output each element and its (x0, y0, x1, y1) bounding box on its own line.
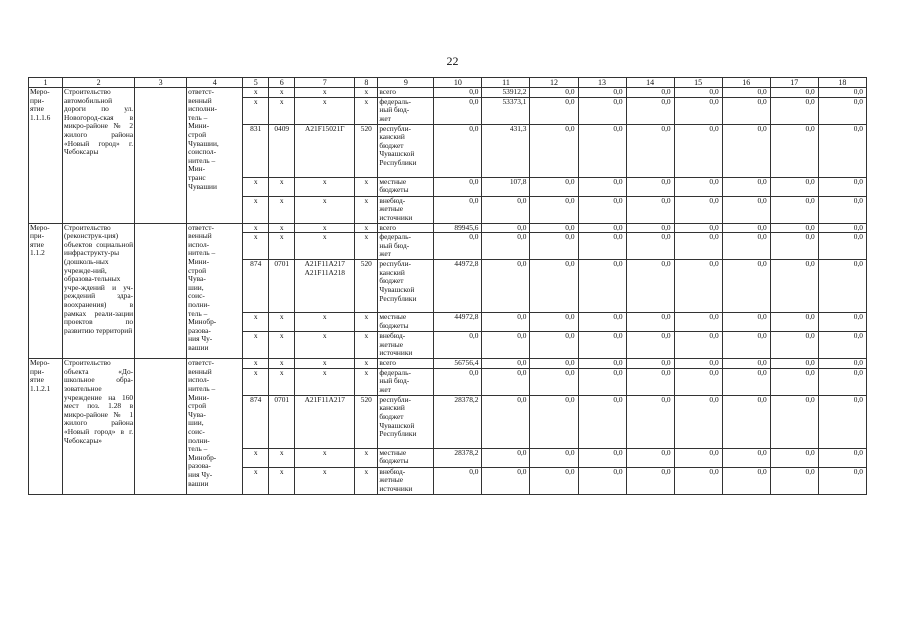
grbs-code: x (243, 467, 269, 494)
amount-cell: 0,0 (482, 196, 530, 223)
amount-cell: 0,0 (722, 395, 770, 448)
amount-cell: 0,0 (530, 467, 578, 494)
funding-source: федераль- ный бюд- жет (378, 368, 434, 395)
column-header: 16 (722, 78, 770, 88)
amount-cell: 0,0 (530, 97, 578, 124)
section-code: x (269, 368, 295, 395)
section-code: x (269, 88, 295, 98)
section-code: x (269, 332, 295, 359)
column-header: 7 (295, 78, 355, 88)
amount-cell: 0,0 (674, 359, 722, 369)
amount-cell: 0,0 (674, 196, 722, 223)
column-header: 18 (818, 78, 866, 88)
amount-cell: 0,0 (770, 332, 818, 359)
column-header: 12 (530, 78, 578, 88)
amount-cell: 0,0 (674, 97, 722, 124)
grbs-code: x (243, 313, 269, 332)
funding-source: внебюд- жетные источники (378, 467, 434, 494)
amount-cell: 0,0 (626, 395, 674, 448)
amount-cell: 0,0 (578, 359, 626, 369)
amount-cell: 0,0 (434, 124, 482, 177)
expense-type-code: x (355, 368, 378, 395)
amount-cell: 0,0 (530, 233, 578, 260)
expense-type-code: 520 (355, 260, 378, 313)
amount-cell: 0,0 (770, 260, 818, 313)
funding-source: местные бюджеты (378, 177, 434, 196)
amount-cell: 53912,2 (482, 88, 530, 98)
amount-cell: 28378,2 (434, 395, 482, 448)
amount-cell: 0,0 (434, 177, 482, 196)
amount-cell: 0,0 (578, 313, 626, 332)
target-article-code: x (295, 196, 355, 223)
amount-cell: 0,0 (722, 332, 770, 359)
column-header: 3 (135, 78, 187, 88)
amount-cell: 0,0 (818, 88, 866, 98)
target-article-code: x (295, 332, 355, 359)
amount-cell: 0,0 (626, 88, 674, 98)
section-code: x (269, 313, 295, 332)
funding-source: федераль- ный бюд- жет (378, 233, 434, 260)
amount-cell: 0,0 (626, 223, 674, 233)
amount-cell: 0,0 (818, 395, 866, 448)
grbs-code: x (243, 448, 269, 467)
amount-cell: 0,0 (770, 448, 818, 467)
column-header: 15 (674, 78, 722, 88)
amount-cell: 0,0 (578, 233, 626, 260)
amount-cell: 0,0 (482, 332, 530, 359)
target-article-code: x (295, 223, 355, 233)
amount-cell: 431,3 (482, 124, 530, 177)
expense-type-code: x (355, 233, 378, 260)
funding-source: местные бюджеты (378, 313, 434, 332)
amount-cell: 0,0 (578, 448, 626, 467)
target-article-code: A21F11A217 (295, 395, 355, 448)
measure-code: Меро- при- ятие 1.1.2 (29, 223, 63, 359)
amount-cell: 0,0 (482, 448, 530, 467)
amount-cell: 0,0 (530, 223, 578, 233)
amount-cell: 0,0 (770, 233, 818, 260)
amount-cell: 0,0 (770, 177, 818, 196)
grbs-code: x (243, 97, 269, 124)
responsible-executor: ответст- венный испол- нитель – Мини- строй Чува- шии, соис- полни- тель – Минобр- разова- ния Чу- вашии (187, 223, 243, 359)
amount-cell: 0,0 (578, 467, 626, 494)
amount-cell: 0,0 (626, 332, 674, 359)
amount-cell: 0,0 (578, 196, 626, 223)
amount-cell: 0,0 (722, 368, 770, 395)
amount-cell: 0,0 (482, 223, 530, 233)
amount-cell: 0,0 (578, 223, 626, 233)
amount-cell: 0,0 (578, 332, 626, 359)
funding-source: всего (378, 88, 434, 98)
funding-source: федераль- ный бюд- жет (378, 97, 434, 124)
amount-cell: 0,0 (674, 233, 722, 260)
amount-cell: 0,0 (578, 368, 626, 395)
amount-cell: 0,0 (530, 395, 578, 448)
table-row (29, 223, 867, 233)
target-article-code: x (295, 177, 355, 196)
column-header: 17 (770, 78, 818, 88)
grbs-code: x (243, 196, 269, 223)
amount-cell: 0,0 (578, 88, 626, 98)
funding-source: всего (378, 359, 434, 369)
amount-cell: 0,0 (434, 196, 482, 223)
expense-type-code: x (355, 467, 378, 494)
amount-cell: 0,0 (770, 467, 818, 494)
column-header: 9 (378, 78, 434, 88)
amount-cell: 0,0 (530, 124, 578, 177)
funding-source: внебюд- жетные источники (378, 332, 434, 359)
amount-cell: 0,0 (434, 88, 482, 98)
amount-cell: 44972,8 (434, 260, 482, 313)
empty-cell (135, 223, 187, 359)
section-code: x (269, 223, 295, 233)
section-code: x (269, 467, 295, 494)
measure-title: Строительство автомобильной дороги по ул. Новогород-ская в микро-районе № 2 жилого района «Новый город» г. Чебоксары (63, 88, 135, 224)
amount-cell: 0,0 (482, 467, 530, 494)
amount-cell: 0,0 (722, 313, 770, 332)
amount-cell: 0,0 (770, 97, 818, 124)
amount-cell: 0,0 (482, 313, 530, 332)
amount-cell: 44972,8 (434, 313, 482, 332)
amount-cell: 0,0 (626, 196, 674, 223)
page-number: 22 (446, 54, 459, 68)
section-code: 0701 (269, 260, 295, 313)
expense-type-code: x (355, 223, 378, 233)
amount-cell: 107,8 (482, 177, 530, 196)
amount-cell: 0,0 (770, 313, 818, 332)
amount-cell: 0,0 (722, 467, 770, 494)
section-code: 0409 (269, 124, 295, 177)
responsible-executor: ответст- венный исполни- тель – Мини- строй Чувашии, соиспол- нитель – Мин- транс Чувашии (187, 88, 243, 224)
section-code: 0701 (269, 395, 295, 448)
column-header: 8 (355, 78, 378, 88)
amount-cell: 0,0 (770, 88, 818, 98)
funding-source: республи- канский бюджет Чувашской Республики (378, 395, 434, 448)
amount-cell: 0,0 (818, 368, 866, 395)
amount-cell: 0,0 (818, 223, 866, 233)
amount-cell: 0,0 (674, 313, 722, 332)
column-header: 10 (434, 78, 482, 88)
amount-cell: 0,0 (530, 332, 578, 359)
amount-cell: 56756,4 (434, 359, 482, 369)
grbs-code: 874 (243, 260, 269, 313)
target-article-code: x (295, 313, 355, 332)
amount-cell: 28378,2 (434, 448, 482, 467)
amount-cell: 0,0 (578, 97, 626, 124)
amount-cell: 0,0 (722, 448, 770, 467)
amount-cell: 0,0 (530, 368, 578, 395)
amount-cell: 0,0 (818, 467, 866, 494)
amount-cell: 0,0 (482, 368, 530, 395)
amount-cell: 0,0 (722, 97, 770, 124)
amount-cell: 0,0 (482, 359, 530, 369)
amount-cell: 0,0 (674, 260, 722, 313)
expense-type-code: x (355, 448, 378, 467)
amount-cell: 0,0 (530, 359, 578, 369)
amount-cell: 0,0 (722, 177, 770, 196)
amount-cell: 0,0 (434, 233, 482, 260)
grbs-code: 874 (243, 395, 269, 448)
empty-cell (135, 88, 187, 224)
grbs-code: 831 (243, 124, 269, 177)
measure-code: Меро- при- ятие 1.1.1.6 (29, 88, 63, 224)
amount-cell: 0,0 (482, 395, 530, 448)
amount-cell: 0,0 (722, 88, 770, 98)
expense-type-code: x (355, 332, 378, 359)
amount-cell: 0,0 (818, 359, 866, 369)
amount-cell: 0,0 (626, 97, 674, 124)
amount-cell: 0,0 (674, 177, 722, 196)
expense-type-code: x (355, 196, 378, 223)
expense-type-code: x (355, 313, 378, 332)
amount-cell: 0,0 (626, 124, 674, 177)
grbs-code: x (243, 233, 269, 260)
target-article-code: x (295, 448, 355, 467)
responsible-executor: ответст- венный испол- нитель – Мини- строй Чува- шии, соис- полни- тель – Минобр- разова- ния Чу- вашии (187, 359, 243, 495)
amount-cell: 0,0 (770, 359, 818, 369)
grbs-code: x (243, 332, 269, 359)
amount-cell: 0,0 (674, 124, 722, 177)
amount-cell: 0,0 (578, 124, 626, 177)
target-article-code: A21F11A217 A21F11A218 (295, 260, 355, 313)
target-article-code: x (295, 359, 355, 369)
target-article-code: x (295, 233, 355, 260)
funding-source: всего (378, 223, 434, 233)
amount-cell: 0,0 (674, 368, 722, 395)
target-article-code: x (295, 467, 355, 494)
expense-type-code: x (355, 359, 378, 369)
table-row (29, 359, 867, 369)
grbs-code: x (243, 177, 269, 196)
amount-cell: 53373,1 (482, 97, 530, 124)
funding-source: республи- канский бюджет Чувашской Республики (378, 260, 434, 313)
grbs-code: x (243, 368, 269, 395)
amount-cell: 0,0 (626, 177, 674, 196)
amount-cell: 0,0 (818, 448, 866, 467)
table-row (29, 88, 867, 98)
target-article-code: A21F15021Г (295, 124, 355, 177)
amount-cell: 0,0 (482, 233, 530, 260)
amount-cell: 0,0 (818, 97, 866, 124)
measure-code: Меро- при- ятие 1.1.2.1 (29, 359, 63, 495)
grbs-code: x (243, 88, 269, 98)
amount-cell: 0,0 (578, 395, 626, 448)
column-header: 14 (626, 78, 674, 88)
amount-cell: 0,0 (818, 313, 866, 332)
funding-source: внебюд- жетные источники (378, 196, 434, 223)
amount-cell: 89945,6 (434, 223, 482, 233)
amount-cell: 0,0 (770, 196, 818, 223)
amount-cell: 0,0 (434, 368, 482, 395)
amount-cell: 0,0 (770, 124, 818, 177)
section-code: x (269, 233, 295, 260)
section-code: x (269, 177, 295, 196)
empty-cell (135, 359, 187, 495)
amount-cell: 0,0 (722, 260, 770, 313)
amount-cell: 0,0 (578, 260, 626, 313)
amount-cell: 0,0 (530, 260, 578, 313)
amount-cell: 0,0 (818, 177, 866, 196)
grbs-code: x (243, 223, 269, 233)
column-header: 1 (29, 78, 63, 88)
amount-cell: 0,0 (530, 313, 578, 332)
amount-cell: 0,0 (722, 196, 770, 223)
amount-cell: 0,0 (578, 177, 626, 196)
expense-type-code: x (355, 177, 378, 196)
amount-cell: 0,0 (722, 124, 770, 177)
amount-cell: 0,0 (722, 359, 770, 369)
amount-cell: 0,0 (626, 233, 674, 260)
target-article-code: x (295, 88, 355, 98)
section-code: x (269, 359, 295, 369)
expense-type-code: x (355, 97, 378, 124)
amount-cell: 0,0 (722, 233, 770, 260)
amount-cell: 0,0 (434, 467, 482, 494)
column-header: 13 (578, 78, 626, 88)
amount-cell: 0,0 (770, 368, 818, 395)
amount-cell: 0,0 (674, 467, 722, 494)
amount-cell: 0,0 (530, 88, 578, 98)
section-code: x (269, 196, 295, 223)
column-header: 5 (243, 78, 269, 88)
amount-cell: 0,0 (770, 223, 818, 233)
header-row (29, 78, 867, 88)
amount-cell: 0,0 (674, 223, 722, 233)
measure-title: Строительство объекта «До-школьное обра-зовательное учреждение на 160 мест поз. 1.28 в микро-районе № 1 жилого района «Новый город» в г. Чебоксары» (63, 359, 135, 495)
amount-cell: 0,0 (674, 88, 722, 98)
amount-cell: 0,0 (626, 368, 674, 395)
section-code: x (269, 97, 295, 124)
amount-cell: 0,0 (674, 395, 722, 448)
amount-cell: 0,0 (530, 196, 578, 223)
column-header: 4 (187, 78, 243, 88)
measure-title: Строительство (реконструк-ция) объектов социальной инфраструкту-ры (дошколь-ных учрежде-ний, образова-тельных учре-ждений и уч-реждений здра-воохранения) в рамках реали-зации проектов по развитию территорий (63, 223, 135, 359)
column-header: 2 (63, 78, 135, 88)
amount-cell: 0,0 (530, 448, 578, 467)
amount-cell: 0,0 (626, 313, 674, 332)
amount-cell: 0,0 (434, 97, 482, 124)
amount-cell: 0,0 (818, 196, 866, 223)
expense-type-code: x (355, 88, 378, 98)
amount-cell: 0,0 (434, 332, 482, 359)
target-article-code: x (295, 368, 355, 395)
budget-table (28, 77, 867, 495)
amount-cell: 0,0 (818, 233, 866, 260)
amount-cell: 0,0 (674, 448, 722, 467)
target-article-code: x (295, 97, 355, 124)
amount-cell: 0,0 (818, 124, 866, 177)
amount-cell: 0,0 (818, 332, 866, 359)
grbs-code: x (243, 359, 269, 369)
expense-type-code: 520 (355, 395, 378, 448)
section-code: x (269, 448, 295, 467)
expense-type-code: 520 (355, 124, 378, 177)
amount-cell: 0,0 (626, 467, 674, 494)
funding-source: республи- канский бюджет Чувашской Республики (378, 124, 434, 177)
amount-cell: 0,0 (626, 448, 674, 467)
funding-source: местные бюджеты (378, 448, 434, 467)
amount-cell: 0,0 (626, 260, 674, 313)
amount-cell: 0,0 (482, 260, 530, 313)
amount-cell: 0,0 (770, 395, 818, 448)
amount-cell: 0,0 (530, 177, 578, 196)
column-header: 6 (269, 78, 295, 88)
amount-cell: 0,0 (674, 332, 722, 359)
amount-cell: 0,0 (626, 359, 674, 369)
amount-cell: 0,0 (818, 260, 866, 313)
amount-cell: 0,0 (722, 223, 770, 233)
column-header: 11 (482, 78, 530, 88)
